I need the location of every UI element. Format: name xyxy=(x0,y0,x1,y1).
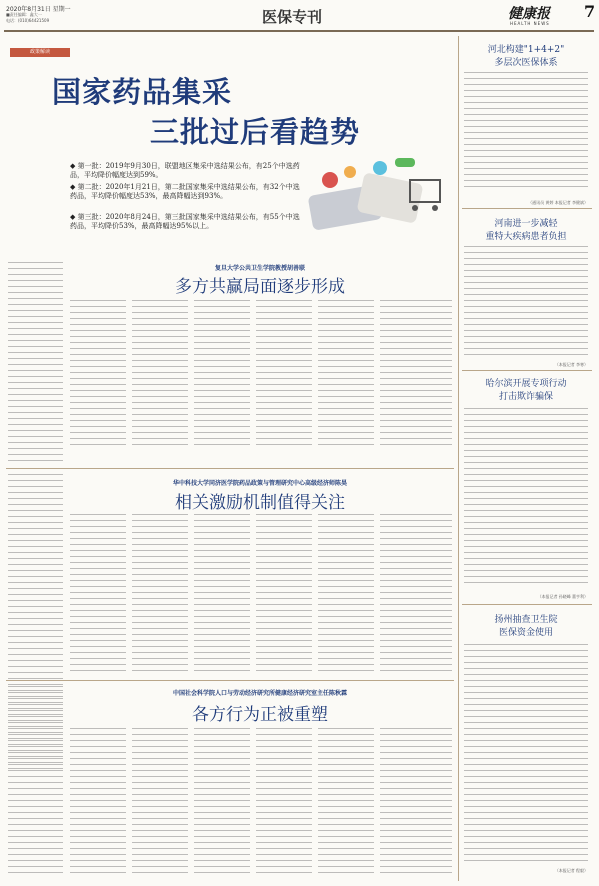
article3-col1 xyxy=(70,728,126,878)
article2-col5 xyxy=(318,514,374,674)
sidebar-item2-credit: （本报记者 李寒） xyxy=(554,362,588,367)
article3-title: 各方行为正被重塑 xyxy=(192,705,328,725)
issue-date: 2020年8月31日 星期一 xyxy=(6,6,71,13)
article2-col1 xyxy=(70,514,126,674)
article2-col2 xyxy=(132,514,188,674)
sidebar-item3-credit: （本报记者 孙晓峰 董亨利） xyxy=(537,594,588,599)
article1-lead-column xyxy=(8,262,63,462)
sidebar-item3-title-line1: 哈尔滨开展专项行动 xyxy=(485,379,567,389)
article2-rule xyxy=(6,680,454,681)
article3-col5 xyxy=(318,728,374,878)
sidebar-divider xyxy=(458,36,459,881)
bullet-first-batch: ◆ 第一批：2019年9月30日，联盟地区集采中选结果公布，有25个中选药品，平均降价幅度达到59%。 xyxy=(70,162,300,179)
sidebar-item4-title-line2: 医保资金使用 xyxy=(498,628,553,638)
section-title: 医保专刊 xyxy=(262,8,323,26)
bullet-third-batch: ◆ 第三批：2020年8月24日，第三批国家集采中选结果公布，有55个中选药品，平均降价53%，最高降幅达95%以上。 xyxy=(70,213,300,230)
header-rule xyxy=(4,30,594,32)
sidebar-rule2 xyxy=(462,370,592,371)
article2-byline: 华中科技大学同济医学院药品政策与管理研究中心高级经济师陈昊 xyxy=(172,480,347,487)
editor-line: ■责任编辑：鑫大一 xyxy=(6,12,42,17)
sidebar-item1-body xyxy=(464,72,588,192)
article2-col4 xyxy=(256,514,312,674)
sidebar-item1-credit: （通讯员 黄婷 本报记者 李健斌） xyxy=(528,200,588,205)
feature-title-line1: 国家药品集采 xyxy=(52,75,233,109)
sidebar-item3-title-line2: 打击欺诈骗保 xyxy=(498,392,553,402)
page-number: 7 xyxy=(584,2,596,21)
article1-col6 xyxy=(380,300,452,450)
sidebar-item2-title-line2: 重特大疾病患者负担 xyxy=(485,232,567,242)
article3-col4 xyxy=(256,728,312,878)
article3-col6 xyxy=(380,728,452,878)
phone-line: 电话：(010)64421509 xyxy=(6,18,50,23)
article2-col3 xyxy=(194,514,250,674)
article3-lead-column xyxy=(8,686,63,876)
newspaper-logo-en: HEALTH NEWS xyxy=(510,21,550,26)
article3-col2 xyxy=(132,728,188,878)
sidebar-item1-title-line2: 多层次医保体系 xyxy=(494,58,558,68)
newspaper-logo: 健康报 xyxy=(508,6,550,22)
article1-col5 xyxy=(318,300,374,450)
sidebar-item4-title-line1: 扬州抽查卫生院 xyxy=(494,615,558,625)
bullet-second-batch: ◆ 第二批：2020年1月21日，第二批国家集采中选结果公布，有32个中选药品，平均降价幅度达53%，最高降幅达到93%。 xyxy=(70,183,300,200)
article3-byline: 中国社会科学院人口与劳动经济研究所健康经济研究室主任陈秋霖 xyxy=(172,690,347,697)
article2-title: 相关激励机制值得关注 xyxy=(175,493,345,513)
feature-title-line2: 三批过后看趋势 xyxy=(150,115,361,149)
article1-col1 xyxy=(70,300,126,450)
sidebar-rule1 xyxy=(462,208,592,209)
article1-col4 xyxy=(256,300,312,450)
sidebar-item3-body xyxy=(464,408,588,588)
article1-title: 多方共赢局面逐步形成 xyxy=(175,277,345,297)
sidebar-rule3 xyxy=(462,604,592,605)
article1-col3 xyxy=(194,300,250,450)
sidebar-item4-body xyxy=(464,644,588,864)
sidebar-item4-credit: （本报记者 程毅） xyxy=(554,868,588,873)
article2-col6 xyxy=(380,514,452,674)
article1-byline: 复旦大学公共卫生学院教授胡善联 xyxy=(214,265,305,272)
article1-col2 xyxy=(132,300,188,450)
sidebar-item1-title-line1: 河北构建"1+4+2" xyxy=(487,45,565,55)
sidebar-item2-body xyxy=(464,246,588,356)
sidebar-item2-title-line1: 河南进一步减轻 xyxy=(494,219,558,229)
article1-rule xyxy=(6,468,454,469)
feature-banner: 政策解读 xyxy=(10,48,70,57)
pills-illustration xyxy=(300,150,455,240)
article3-col3 xyxy=(194,728,250,878)
